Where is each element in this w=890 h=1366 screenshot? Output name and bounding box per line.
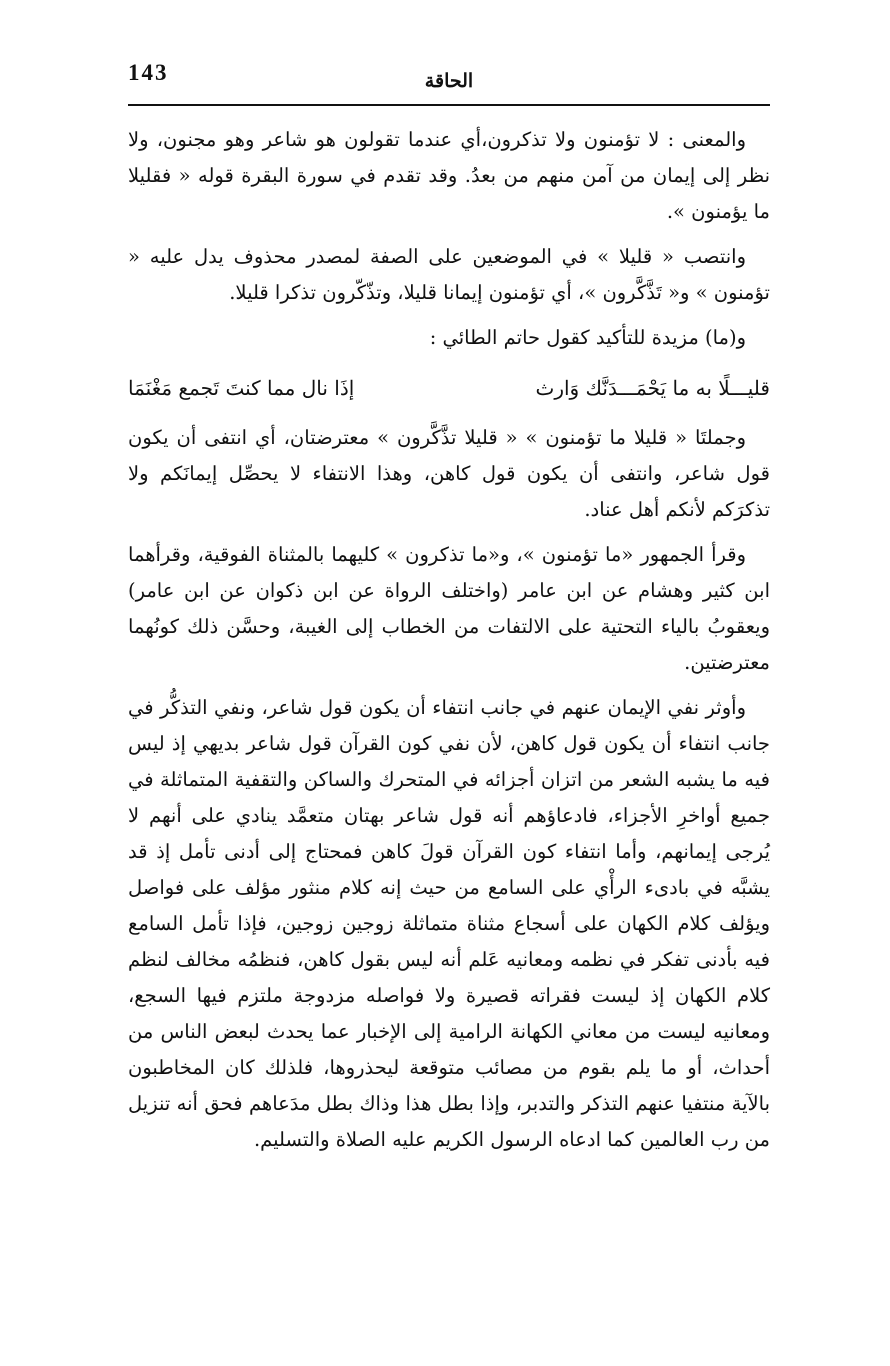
page-number: 143 (128, 60, 169, 85)
verse-second-hemistich: إذَا نال مما كنتَ تَجمع مَغْنَمَا (128, 376, 355, 400)
running-title: الحاقة (424, 70, 474, 92)
paragraph-ma-intro: و(ما) مزيدة للتأكيد كقول حاتم الطائي : (429, 326, 746, 349)
paragraph-meaning: والمعنى : لا تؤمنون ولا تذكرون،أي عندما تقولون هو شاعر وهو مجنون، ولا نظر إلى إيمان من آمن منهم من بعدُ. وقد تقدم في سورة البقرة قوله « فقليلا ما يؤمنون ». (128, 128, 770, 223)
paragraph-parenthetical: وجملتَا « قليلا ما تؤمنون » « قليلا تذَّكَّرون » معترضتان، أي انتفى أن يكون قول شاعر، وانتفى أن يكون قول كاهن، وهذا الانتفاء لا يحصِّل إيمانَكم ولا تذكرَكم لأنكم أهل عناد. (128, 426, 770, 521)
header-rule (128, 104, 770, 106)
paragraph-explanation: وأوثر نفي الإيمان عنهم في جانب انتفاء أن يكون قول شاعر، ونفي التذكُّر في جانب انتفاء أن يكون قول كاهن، لأن نفي كون القرآن قول شاعر بديهي إذ ليس فيه ما يشبه الشعر من اتزان أجزائه في المتحرك والساكن والتقفية المتماثلة في جميع أواخرِ الأجزاء، فادعاؤهم أنه قول شاعر بهتان متعمَّد ينادي على أنهم لا يُرجى إيمانهم، وأما انتفاء كون القرآن قولَ كاهن فمحتاج إلى أدنى تأمل إذ قد يشبَّه في بادىء الرأْي على السامع من حيث إنه كلام منثور مؤلف على فواصل ويؤلف كلام الكهان على أسجاع مثناة متماثلة زوجين زوجين، فإذا تأمل السامع فيه بأدنى تفكر في نظمه ومعانيه عَلم أنه ليس بقول كاهن، فنظمُه مخالف لنظم كلام الكهان إذ ليست فقراته قصيرة ولا فواصله مزدوجة ملتزم فيها السجع، ومعانيه ليست من معاني الكهانة الرامية إلى الإخبار عما يحدث لبعض الناس من أحداث، أو ما يلم بقوم من مصائب متوقعة ليحذروها، فلذلك كان المخاطبون بالآية منتفيا عنهم التذكر والتدبر، وإذا بطل هذا وذاك بطل مدَعاهم فحق أنه تنزيل من رب العالمين كما ادعاه الرسول الكريم عليه الصلاة والتسليم. (128, 696, 770, 1151)
poetry-verse (128, 370, 770, 406)
paragraph-readings: وقرأ الجمهور «ما تؤمنون »، و«ما تذكرون » كليهما بالمثناة الفوقية، وقرأهما ابن كثير وهشام عن ابن عامر (واختلف الرواة عن ابن ذكوان عن ابن عامر) ويعقوبُ بالياء التحتية على الالتفات من الخطاب إلى الغيبة، وحسَّن ذلك كونُهما معترضتين. (128, 543, 770, 674)
body-text (128, 122, 770, 1167)
page-header (128, 52, 770, 100)
paragraph-grammar: وانتصب « قليلا » في الموضعين على الصفة لمصدر محذوف يدل عليه « تؤمنون » و« تَذَّكَّرون »، أي تؤمنون إيمانا قليلا، وتذّكّرون تذكرا قليلا. (128, 245, 770, 304)
verse-first-hemistich: قليـــلًا به ما يَحْمَـــدَنَّك وَارث (535, 376, 770, 400)
